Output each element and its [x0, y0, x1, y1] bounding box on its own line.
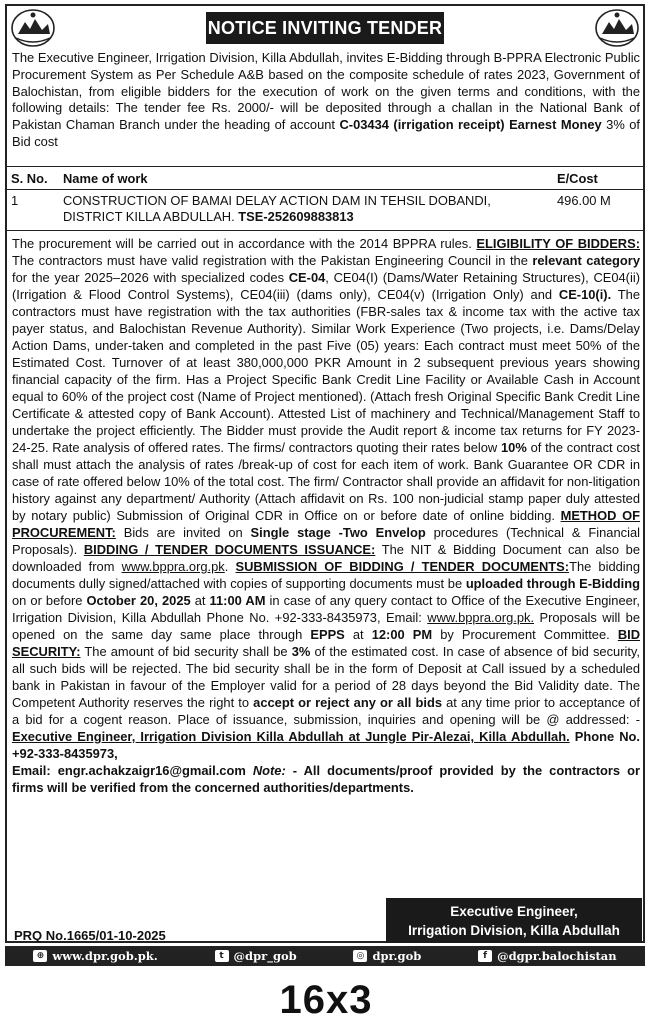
office-address: Executive Engineer, Irrigation Division Killa Abdullah at Jungle Pir-Alezai, Killa Abdullah. [12, 729, 570, 744]
submission-heading: SUBMISSION OF BIDDING / TENDER DOCUMENTS: [235, 559, 570, 574]
twitter-icon: t [215, 950, 229, 962]
social-facebook[interactable]: f @dgpr.balochistan [478, 949, 617, 963]
row-ecost: 496.00 M [553, 190, 643, 231]
balochistan-emblem-icon [594, 8, 640, 48]
deadline-date: October 20, 2025 [86, 593, 191, 608]
account-heading: C-03434 (irrigation receipt) Earnest Money [339, 117, 602, 133]
table-row [7, 190, 643, 231]
bid-security-heading: BID SECURITY: [12, 627, 641, 659]
intro-paragraph: The Executive Engineer, Irrigation Division, Killa Abdullah, invites E-Bidding through B-PPRA Electronic Public Procurement System as Per Schedule A&B based on the composite schedule of rates 2023, Government of Balochistan, from eligible bidders for the execution of work on the given terms and conditions, with the following details: The tender fee Rs. 2000/- will be deposited through a challan in the National Bank of Pakistan Chaman Branch under the heading of account C-03434 (irrigation receipt) Earnest Money 3% of Bid cost [12, 50, 641, 149]
facebook-icon: f [478, 950, 492, 962]
row-name-of-work: CONSTRUCTION OF BAMAI DELAY ACTION DAM IN TEHSIL DOBANDI, DISTRICT KILLA ABDULLAH. TSE-252609883813 [59, 190, 553, 231]
eligibility-heading: ELIGIBILITY OF BIDDERS: [476, 236, 641, 251]
work-table [7, 166, 643, 231]
row-sno: 1 [7, 190, 59, 231]
deadline-time: 11:00 AM [209, 593, 266, 608]
notice-title: NOTICE INVITING TENDER [206, 12, 444, 44]
tse-number: TSE-252609883813 [238, 209, 354, 224]
signature-title: Executive Engineer, [450, 904, 578, 919]
method-heading: METHOD OF PROCUREMENT: [12, 508, 640, 540]
contact-email: Email: engr.achakzaigr16@gmail.com [12, 763, 253, 778]
social-instagram[interactable]: ◎ dpr.gob [353, 949, 421, 963]
bppra-link[interactable]: www.bppra.org.pk [121, 559, 225, 574]
header-ecost: E/Cost [553, 167, 643, 190]
social-bar [5, 946, 645, 966]
header [8, 6, 644, 50]
prq-number: PRQ No.1665/01-10-2025 [14, 928, 166, 943]
ad-size-label: 16x3 [279, 978, 373, 1022]
opening-time: 12:00 PM [371, 627, 433, 642]
social-website[interactable]: ⊕ www.dpr.gob.pk. [33, 949, 157, 963]
social-twitter[interactable]: t @dpr_gob [215, 949, 297, 963]
issuance-heading: BIDDING / TENDER DOCUMENTS ISSUANCE: [83, 542, 376, 557]
globe-icon: ⊕ [33, 950, 47, 962]
signature-office: Irrigation Division, Killa Abdullah [408, 923, 620, 938]
header-name-of-work: Name of work [59, 167, 553, 190]
terms-paragraph: The procurement will be carried out in accordance with the 2014 BPPRA rules. ELIGIBILITY OF BIDDERS: The contractors must have valid registration with the Pakistan Engineering Council in the relevant category for the year 2025–2026 with specialized codes CE-04, CE04(I) (Dams/Water Retaining Structures), CE04(ii) (Irrigation & Flood Control Systems), CE04(iii) (dams only), CE04(v) (Irrigation Only) and CE-10(i). The contractors must have registration with the tax authorities (FBR-sales tax & income tax with the active tax payer status, and Balochistan Revenue Authority). Similar Work Experience (Two projects, i.e. Dams/Delay Action Dams, under-taken and completed in the past Five (05) years: Each contract must meet 50% of the Estimated Cost. Turnover of at least 380,000,000 PKR Amount in 2 subsequent previous years showing financial capacity of the firm. Has a Project Specific Bank Credit Line Facility or Available Cash in Account equal to 60% of the project cost (Name of Project mentioned). (Attach fresh Original Specific Bank Credit Line Certificate & attested copy of Bank Account). Attested List of machinery and Technical/Management Staff to undertake the project efficiently. The Bidder must provide the Audit report & income tax returns for FY 2023-24-25. Rate analysis of offered rates. The firms/ contractors quoting their rates below 10% of the contract cost shall must attach the analysis of rates /break-up of cost for each item of work. Bank Guarantee OR CDR in case of rate offered below 10% of the total cost. The firm/ Contractor shall provide an affidavit for non-litigation history against any department/ Authority (Attach affidavit on Rs. 100 non-judicial stamp paper duly attested by notary public) Submission of Original CDR in Office on or before date of online bidding. METHOD OF PROCUREMENT: Bids are invited on Single stage -Two Envelop procedures (Technical & Financial Proposals). BIDDING / TENDER DOCUMENTS ISSUANCE: The NIT & Bidding Document can also be downloaded from www.bppra.org.pk. SUBMISSION OF BIDDING / TENDER DOCUMENTS:The bidding documents dully signed/attached with copies of supporting documents must be uploaded through E-Bidding on or before October 20, 2025 at 11:00 AM in case of any query contact to Office of the Executive Engineer, Irrigation Division, Killa Abdullah Phone No. +92-333-8435973, Email: www.bppra.org.pk. Proposals will be opened on the same day same place through EPPS at 12:00 PM by Procurement Committee. BID SECURITY: The amount of bid security shall be 3% of the estimated cost. In case of absence of bid security, all such bids will be rejected. The bid security shall be in the form of Deposit at Call issued by a scheduled bank in Pakistan in favour of the Employer valid for a period of 28 days beyond the Bid Validity date. The Competent Authority reserves the right to accept or reject any or all bids at any time prior to acceptance of a bid for a cogent reason. Place of issuance, submission, inquiries and opening will be @ addressed: -Executive Engineer, Irrigation Division Killa Abdullah at Jungle Pir-Alezai, Killa Abdullah. Phone No. +92-333-8435973, Email: engr.achakzaigr16@gmail.com Note: - All documents/proof provided by the contractors or firms will be verified from the concerned authorities/departments. [12, 236, 641, 795]
bppra-link-2[interactable]: www.bppra.org.pk. [427, 610, 535, 625]
signature-block [386, 898, 642, 943]
balochistan-emblem-icon [10, 8, 56, 48]
header-sno: S. No. [7, 167, 59, 190]
instagram-icon: ◎ [353, 950, 367, 962]
